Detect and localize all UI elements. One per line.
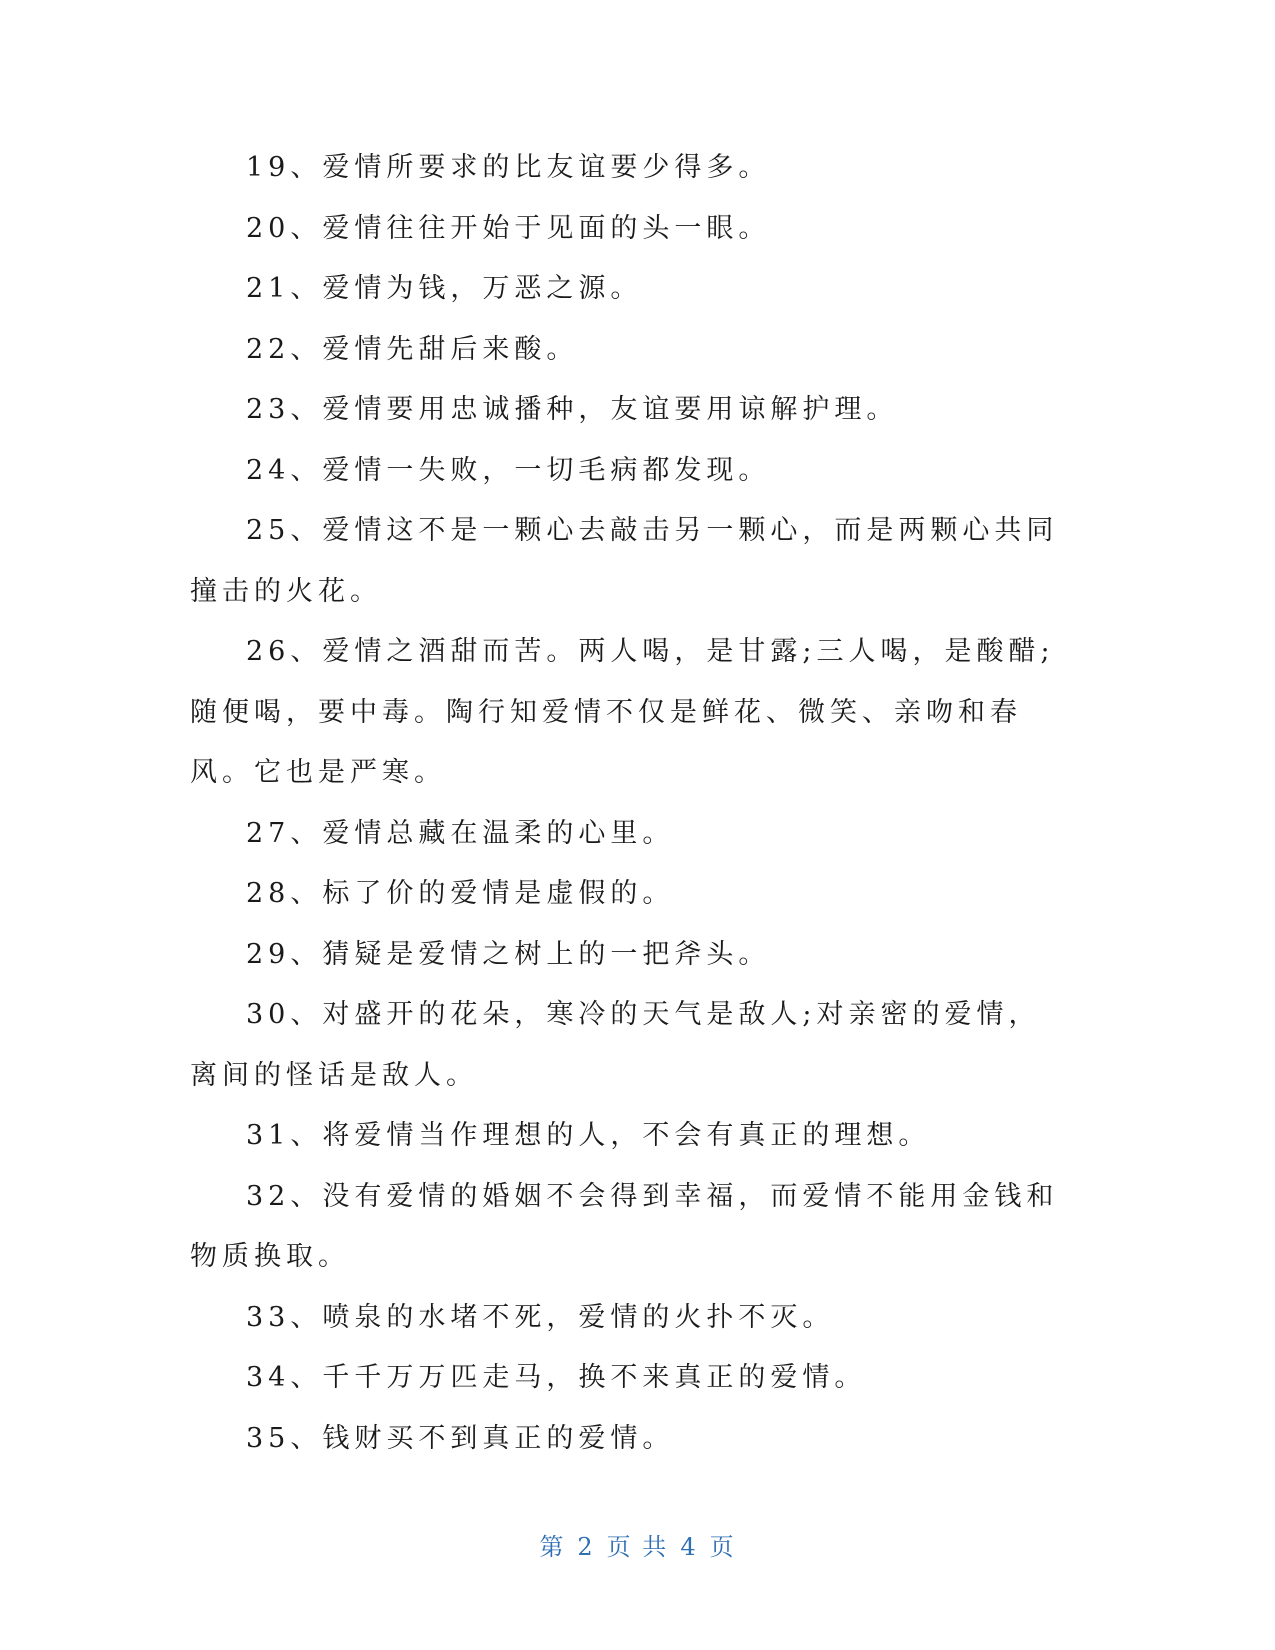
footer-total-pages: 4 [680,1533,698,1561]
paragraph-35: 35、钱财买不到真正的爱情。 [246,1422,675,1454]
footer-prefix: 第 [539,1533,566,1561]
paragraph-25: 25、爱情这不是一颗心去敲击另一颗心，而是两颗心共同撞击的火花。 [190,515,1059,607]
paragraph-24: 24、爱情一失败，一切毛病都发现。 [246,454,771,486]
paragraph-26: 26、爱情之酒甜而苦。两人喝，是甘露;三人喝，是酸醋;随便喝，要中毒。陶行知爱情不仅是鲜花、微笑、亲吻和春风。它也是严寒。 [190,636,1055,788]
paragraph-19: 19、爱情所要求的比友谊要少得多。 [246,152,771,183]
paragraph-32: 32、没有爱情的婚姻不会得到幸福，而爱情不能用金钱和物质换取。 [190,1180,1059,1272]
paragraph-29: 29、猜疑是爱情之树上的一把斧头。 [246,938,771,970]
paragraph-20: 20、爱情往往开始于见面的头一眼。 [246,212,771,244]
footer-current-page: 2 [577,1533,595,1561]
paragraph-22: 22、爱情先甜后来酸。 [246,333,579,365]
paragraph-30: 30、对盛开的花朵，寒冷的天气是敌人;对亲密的爱情，离间的怪话是敌人。 [190,999,1041,1091]
paragraph-27: 27、爱情总藏在温柔的心里。 [246,817,675,849]
paragraph-34: 34、千千万万匹走马，换不来真正的爱情。 [246,1362,867,1393]
page-footer [0,1527,1275,1562]
paragraph-28: 28、标了价的爱情是虚假的。 [246,878,675,909]
footer-suffix: 页 [709,1533,736,1561]
paragraph-23: 23、爱情要用忠诚播种，友谊要用谅解护理。 [246,394,899,425]
footer-mid: 页 共 [606,1533,669,1561]
document-body [190,138,1070,1469]
paragraph-21: 21、爱情为钱，万恶之源。 [246,273,643,304]
paragraph-31: 31、将爱情当作理想的人，不会有真正的理想。 [246,1120,931,1151]
paragraph-33: 33、喷泉的水堵不死，爱情的火扑不灭。 [246,1301,835,1333]
